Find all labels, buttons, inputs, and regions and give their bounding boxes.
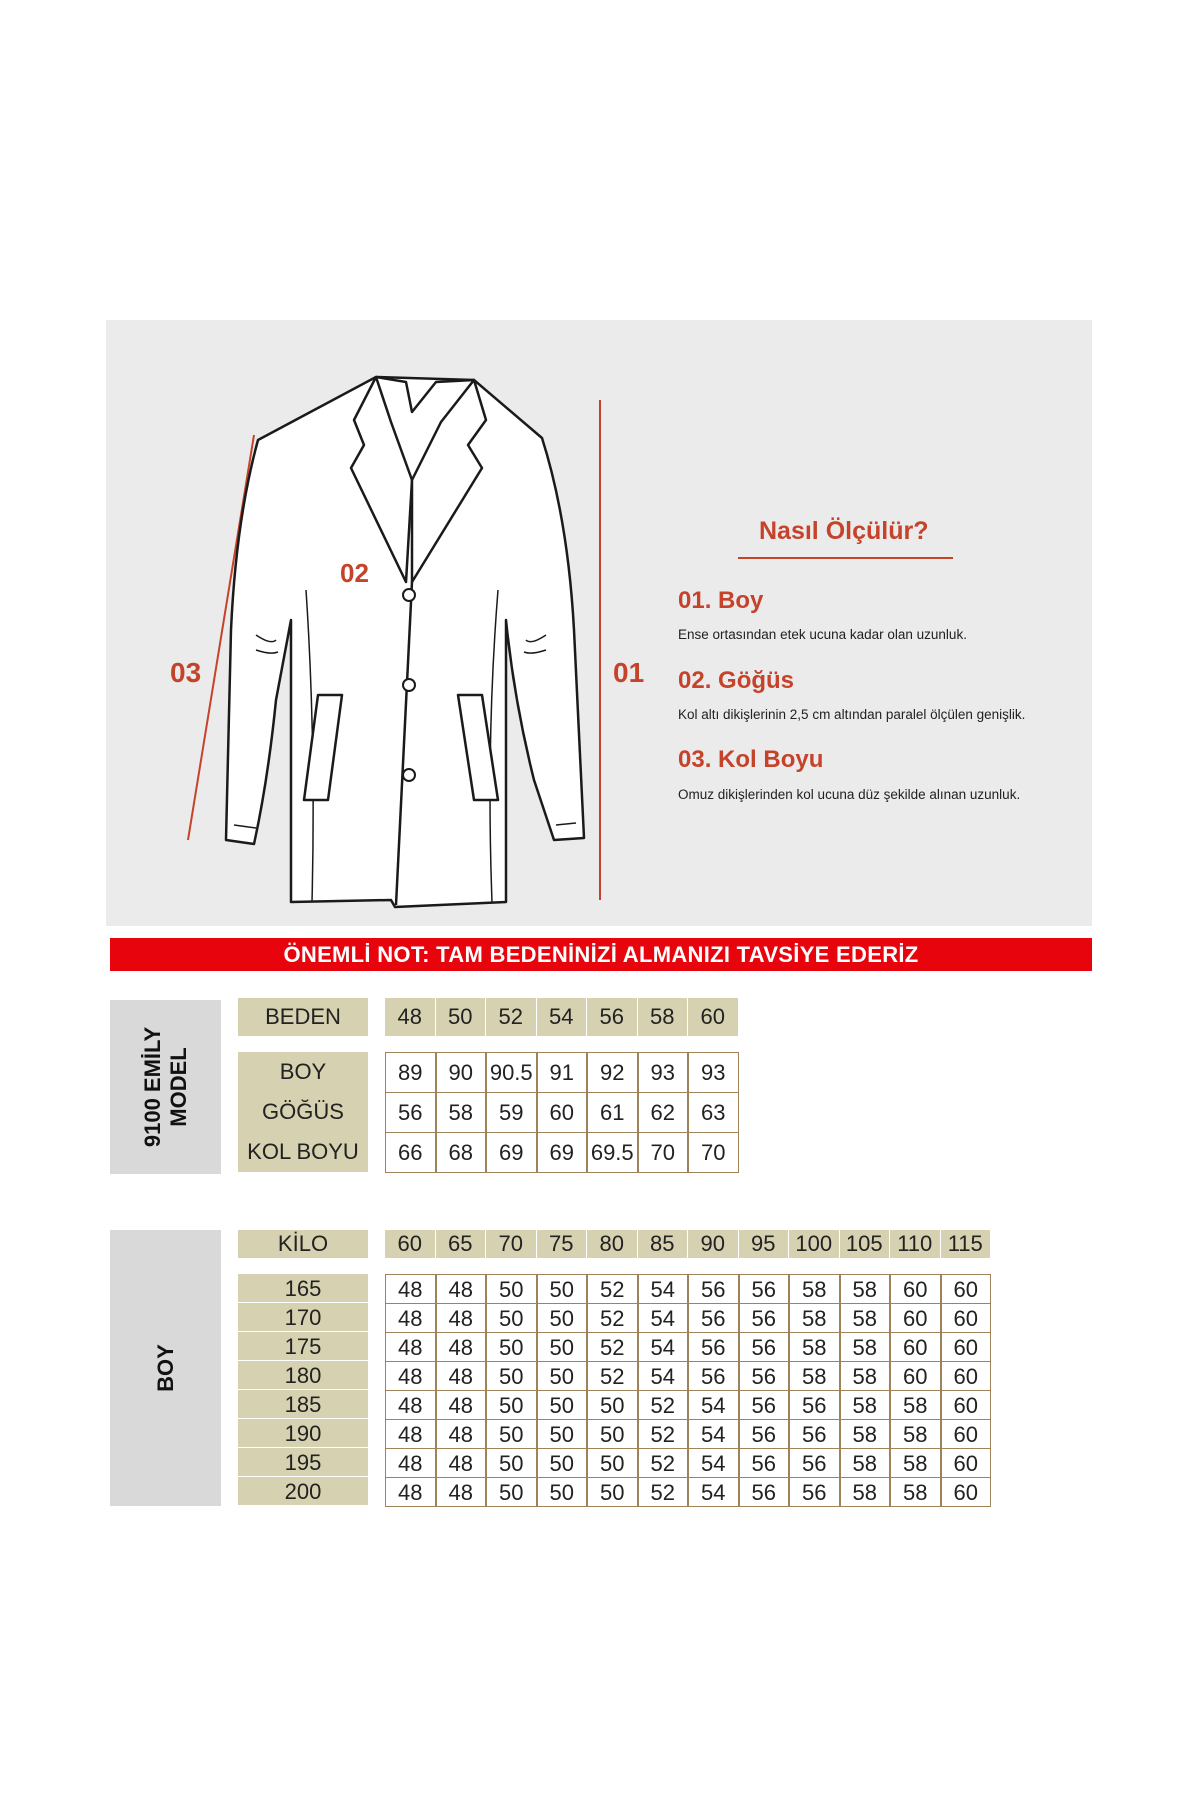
weight-header-cell: 110 xyxy=(890,1230,941,1258)
weight-header-cell: 75 xyxy=(537,1230,588,1258)
fit-cell: 58 xyxy=(789,1303,840,1333)
fit-cell: 50 xyxy=(537,1448,588,1478)
fit-cell: 54 xyxy=(638,1274,689,1304)
size-cell: 69 xyxy=(537,1132,588,1173)
step-3-title: 03. Kol Boyu xyxy=(678,746,824,773)
fit-cell: 56 xyxy=(739,1361,790,1391)
weight-header-cell: 115 xyxy=(941,1230,992,1258)
size-cell: 90.5 xyxy=(486,1052,537,1093)
height-row-label: 190 xyxy=(238,1419,368,1448)
fit-cell: 54 xyxy=(638,1361,689,1391)
size-cell: 58 xyxy=(436,1092,487,1133)
size-cell: 62 xyxy=(638,1092,689,1133)
fit-cell: 48 xyxy=(385,1477,436,1507)
weight-header-cell: 70 xyxy=(486,1230,537,1258)
fit-cell: 60 xyxy=(941,1274,992,1304)
size-cell: 66 xyxy=(385,1132,436,1173)
height-row-label: 200 xyxy=(238,1477,368,1506)
fit-cell: 52 xyxy=(638,1390,689,1420)
label-01: 01 xyxy=(613,657,645,688)
fit-cell: 48 xyxy=(436,1419,487,1449)
fit-cell: 60 xyxy=(890,1361,941,1391)
fit-cell: 54 xyxy=(688,1390,739,1420)
weight-header-cell: 85 xyxy=(638,1230,689,1258)
fit-cell: 50 xyxy=(537,1303,588,1333)
fit-cell: 58 xyxy=(789,1332,840,1362)
size-header-cell: 48 xyxy=(385,998,436,1036)
fit-cell: 50 xyxy=(537,1274,588,1304)
size-cell: 93 xyxy=(638,1052,689,1093)
fit-cell: 58 xyxy=(840,1390,891,1420)
important-note-banner: ÖNEMLİ NOT: TAM BEDENİNİZİ ALMANIZI TAVSİYE EDERİZ xyxy=(110,938,1092,971)
coat-outline-icon xyxy=(226,377,584,907)
fit-cell: 48 xyxy=(436,1332,487,1362)
label-02: 02 xyxy=(340,558,369,588)
fit-cell: 60 xyxy=(941,1390,992,1420)
size-row-label: BOY xyxy=(238,1052,368,1092)
fit-cell: 60 xyxy=(890,1303,941,1333)
step-2-title: 02. Göğüs xyxy=(678,667,795,694)
weight-header-cell: 65 xyxy=(436,1230,487,1258)
fit-cell: 50 xyxy=(587,1448,638,1478)
fit-cell: 58 xyxy=(840,1419,891,1449)
fit-cell: 54 xyxy=(638,1303,689,1333)
fit-cell: 56 xyxy=(789,1419,840,1449)
fit-cell: 58 xyxy=(840,1477,891,1507)
fit-cell: 52 xyxy=(638,1477,689,1507)
fit-cell: 58 xyxy=(840,1303,891,1333)
size-cell: 90 xyxy=(436,1052,487,1093)
fit-cell: 54 xyxy=(688,1448,739,1478)
fit-cell: 50 xyxy=(486,1390,537,1420)
fit-cell: 48 xyxy=(385,1419,436,1449)
fit-cell: 48 xyxy=(385,1448,436,1478)
size-cell: 68 xyxy=(436,1132,487,1173)
fit-cell: 56 xyxy=(739,1419,790,1449)
fit-cell: 48 xyxy=(385,1303,436,1333)
fit-cell: 60 xyxy=(890,1274,941,1304)
fit-cell: 60 xyxy=(941,1361,992,1391)
size-cell: 89 xyxy=(385,1052,436,1093)
fit-cell: 56 xyxy=(688,1361,739,1391)
fit-cell: 56 xyxy=(739,1332,790,1362)
fit-cell: 54 xyxy=(638,1332,689,1362)
fit-cell: 60 xyxy=(890,1332,941,1362)
fit-cell: 48 xyxy=(436,1448,487,1478)
fit-cell: 50 xyxy=(486,1361,537,1391)
height-row-label: 170 xyxy=(238,1303,368,1332)
fit-cell: 50 xyxy=(486,1332,537,1362)
fit-cell: 52 xyxy=(587,1332,638,1362)
fit-cell: 52 xyxy=(587,1303,638,1333)
size-cell: 70 xyxy=(688,1132,739,1173)
fit-cell: 58 xyxy=(840,1361,891,1391)
fit-header-label: KİLO xyxy=(238,1230,368,1258)
fit-cell: 48 xyxy=(385,1274,436,1304)
fit-cell: 56 xyxy=(739,1390,790,1420)
model-side-label xyxy=(110,1000,221,1174)
size-cell: 61 xyxy=(587,1092,638,1133)
fit-cell: 60 xyxy=(941,1332,992,1362)
height-side-label xyxy=(110,1230,221,1506)
fit-cell: 58 xyxy=(890,1448,941,1478)
size-row-label: KOL BOYU xyxy=(238,1132,368,1172)
size-cell: 60 xyxy=(537,1092,588,1133)
fit-cell: 58 xyxy=(840,1332,891,1362)
size-cell: 69.5 xyxy=(587,1132,638,1173)
size-cell: 91 xyxy=(537,1052,588,1093)
model-name: 9100 EMİLY xyxy=(139,1026,165,1148)
fit-cell: 48 xyxy=(385,1361,436,1391)
fit-cell: 48 xyxy=(385,1390,436,1420)
fit-cell: 56 xyxy=(688,1303,739,1333)
size-header-cell: 56 xyxy=(587,998,638,1036)
height-row-label: 195 xyxy=(238,1448,368,1477)
size-row-label: GÖĞÜS xyxy=(238,1092,368,1132)
size-header-cell: 52 xyxy=(486,998,537,1036)
fit-cell: 50 xyxy=(537,1332,588,1362)
step-1-title: 01. Boy xyxy=(678,587,764,614)
step-3-desc: Omuz dikişlerinden kol ucuna düz şekilde alınan uzunluk. xyxy=(678,787,1021,802)
size-header-cell: 58 xyxy=(638,998,689,1036)
height-row-label: 175 xyxy=(238,1332,368,1361)
fit-cell: 56 xyxy=(789,1390,840,1420)
coat-diagram xyxy=(106,320,1092,926)
fit-cell: 54 xyxy=(688,1477,739,1507)
size-cell: 59 xyxy=(486,1092,537,1133)
label-03: 03 xyxy=(170,657,202,688)
fit-cell: 50 xyxy=(486,1274,537,1304)
size-cell: 63 xyxy=(688,1092,739,1133)
size-cell: 56 xyxy=(385,1092,436,1133)
fit-cell: 56 xyxy=(739,1303,790,1333)
fit-cell: 56 xyxy=(789,1477,840,1507)
fit-cell: 48 xyxy=(436,1274,487,1304)
height-row-label: 165 xyxy=(238,1274,368,1303)
fit-cell: 48 xyxy=(436,1477,487,1507)
fit-cell: 58 xyxy=(789,1274,840,1304)
fit-cell: 50 xyxy=(587,1477,638,1507)
fit-cell: 56 xyxy=(688,1332,739,1362)
fit-cell: 60 xyxy=(941,1477,992,1507)
weight-header-cell: 95 xyxy=(739,1230,790,1258)
size-cell: 69 xyxy=(486,1132,537,1173)
how-to-measure-title: Nasıl Ölçülür? xyxy=(759,517,929,545)
step-1-desc: Ense ortasından etek ucuna kadar olan uzunluk. xyxy=(678,627,967,642)
fit-cell: 58 xyxy=(840,1274,891,1304)
size-cell: 70 xyxy=(638,1132,689,1173)
size-header-label: BEDEN xyxy=(238,998,368,1036)
fit-cell: 52 xyxy=(638,1448,689,1478)
size-header-cell: 54 xyxy=(537,998,588,1036)
fit-cell: 48 xyxy=(436,1361,487,1391)
fit-cell: 58 xyxy=(890,1390,941,1420)
fit-cell: 58 xyxy=(890,1419,941,1449)
fit-cell: 52 xyxy=(587,1361,638,1391)
fit-cell: 50 xyxy=(587,1419,638,1449)
weight-header-cell: 105 xyxy=(840,1230,891,1258)
height-row-label: 185 xyxy=(238,1390,368,1419)
size-header-cell: 60 xyxy=(688,998,739,1036)
fit-cell: 56 xyxy=(739,1274,790,1304)
fit-cell: 58 xyxy=(840,1448,891,1478)
weight-header-cell: 100 xyxy=(789,1230,840,1258)
fit-cell: 50 xyxy=(537,1390,588,1420)
model-word: MODEL xyxy=(165,1047,191,1127)
fit-cell: 58 xyxy=(789,1361,840,1391)
fit-cell: 50 xyxy=(537,1419,588,1449)
size-cell: 93 xyxy=(688,1052,739,1093)
fit-cell: 50 xyxy=(537,1477,588,1507)
height-row-label: 180 xyxy=(238,1361,368,1390)
fit-cell: 50 xyxy=(486,1303,537,1333)
fit-cell: 52 xyxy=(638,1419,689,1449)
fit-cell: 54 xyxy=(688,1419,739,1449)
weight-header-cell: 90 xyxy=(688,1230,739,1258)
height-label: BOY xyxy=(152,1344,178,1392)
fit-cell: 60 xyxy=(941,1448,992,1478)
fit-cell: 50 xyxy=(486,1448,537,1478)
fit-cell: 56 xyxy=(789,1448,840,1478)
size-cell: 92 xyxy=(587,1052,638,1093)
step-2-desc: Kol altı dikişlerinin 2,5 cm altından paralel ölçülen genişlik. xyxy=(678,707,1026,722)
fit-cell: 50 xyxy=(537,1361,588,1391)
size-header-cell: 50 xyxy=(436,998,487,1036)
fit-cell: 50 xyxy=(486,1419,537,1449)
fit-cell: 56 xyxy=(739,1477,790,1507)
measurement-illustration-panel xyxy=(106,320,1092,926)
fit-cell: 48 xyxy=(436,1303,487,1333)
fit-cell: 56 xyxy=(688,1274,739,1304)
title-underline xyxy=(738,557,953,559)
fit-cell: 48 xyxy=(385,1332,436,1362)
weight-header-cell: 80 xyxy=(587,1230,638,1258)
fit-cell: 50 xyxy=(486,1477,537,1507)
weight-header-cell: 60 xyxy=(385,1230,436,1258)
fit-cell: 56 xyxy=(739,1448,790,1478)
fit-cell: 60 xyxy=(941,1303,992,1333)
fit-cell: 48 xyxy=(436,1390,487,1420)
fit-cell: 52 xyxy=(587,1274,638,1304)
fit-cell: 58 xyxy=(890,1477,941,1507)
fit-cell: 60 xyxy=(941,1419,992,1449)
fit-cell: 50 xyxy=(587,1390,638,1420)
